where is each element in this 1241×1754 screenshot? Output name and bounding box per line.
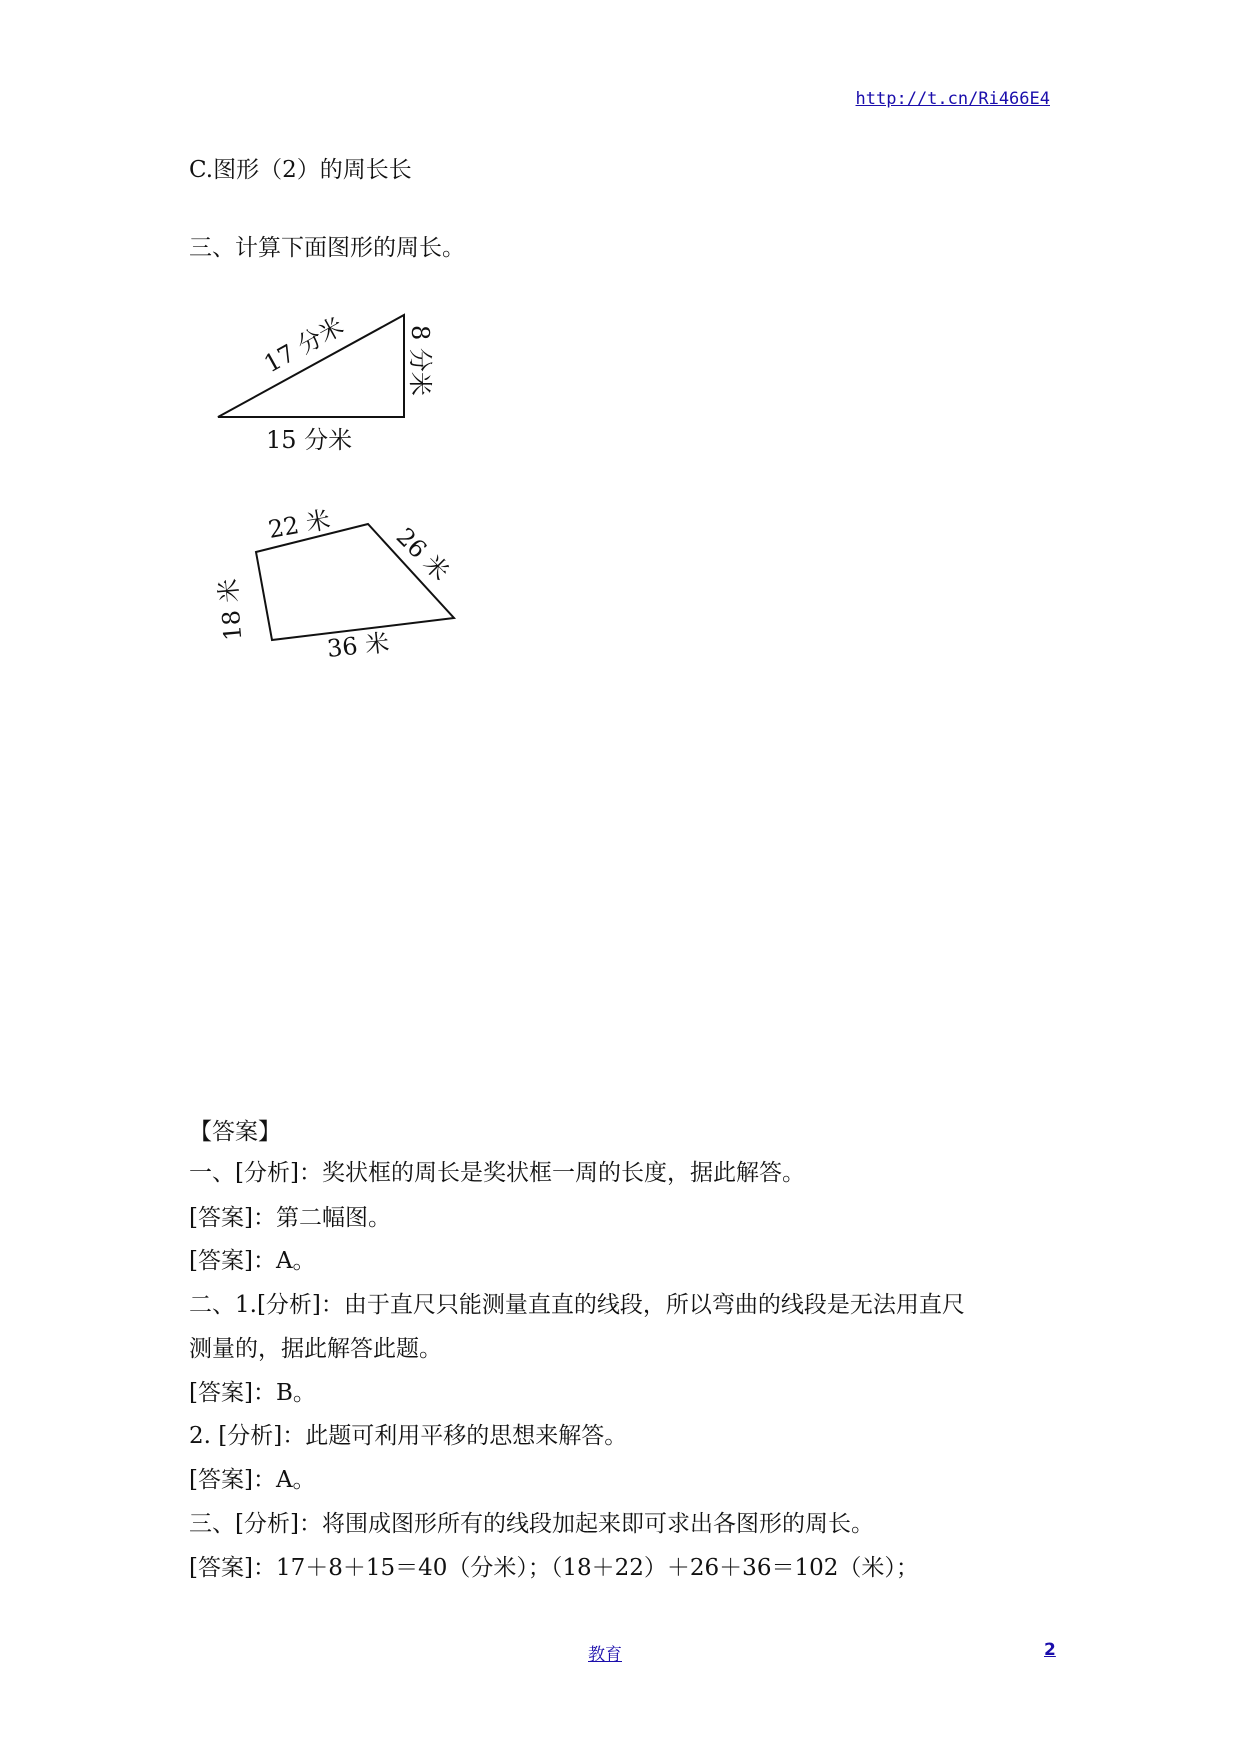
quadrilateral-right-label: 26 米	[390, 522, 455, 587]
footer-link[interactable]: 教育	[588, 1645, 622, 1665]
answer-line: 测量的，据此解答此题。	[189, 1336, 442, 1362]
page-number[interactable]: 2	[1044, 1640, 1056, 1660]
option-c-text: C.图形（2）的周长长	[189, 157, 412, 183]
answer-line: [答案]：A。	[189, 1248, 316, 1274]
triangle-base-label: 15 分米	[266, 426, 353, 454]
answer-line: [答案]：B。	[189, 1380, 316, 1406]
answers-heading: 【答案】	[189, 1119, 281, 1145]
triangle-vertical-label: 8 分米	[406, 325, 434, 396]
quadrilateral-left-label: 18 米	[214, 577, 248, 642]
triangle-hypotenuse-label: 17 分米	[259, 311, 349, 379]
answer-line: [答案]：17＋8＋15＝40（分米）；（18＋22）＋26＋36＝102（米）；	[189, 1555, 919, 1581]
quadrilateral-top-label: 22 米	[266, 505, 333, 544]
quadrilateral-figure	[190, 500, 470, 670]
answer-line: 二、1.[分析]：由于直尺只能测量直直的线段，所以弯曲的线段是无法用直尺	[189, 1292, 965, 1318]
answer-line: 三、[分析]：将围成图形所有的线段加起来即可求出各图形的周长。	[189, 1511, 874, 1537]
header-source-link[interactable]: http://t.cn/Ri466E4	[855, 89, 1050, 109]
answer-line: 一、[分析]：奖状框的周长是奖状框一周的长度，据此解答。	[189, 1160, 805, 1186]
section-3-title: 三、计算下面图形的周长。	[189, 235, 465, 261]
answer-line: [答案]：A。	[189, 1467, 316, 1493]
answer-line: [答案]：第二幅图。	[189, 1205, 391, 1231]
answer-line: 2. [分析]：此题可利用平移的思想来解答。	[189, 1423, 628, 1449]
triangle-figure	[190, 305, 450, 465]
quadrilateral-bottom-label: 36 米	[325, 628, 391, 663]
